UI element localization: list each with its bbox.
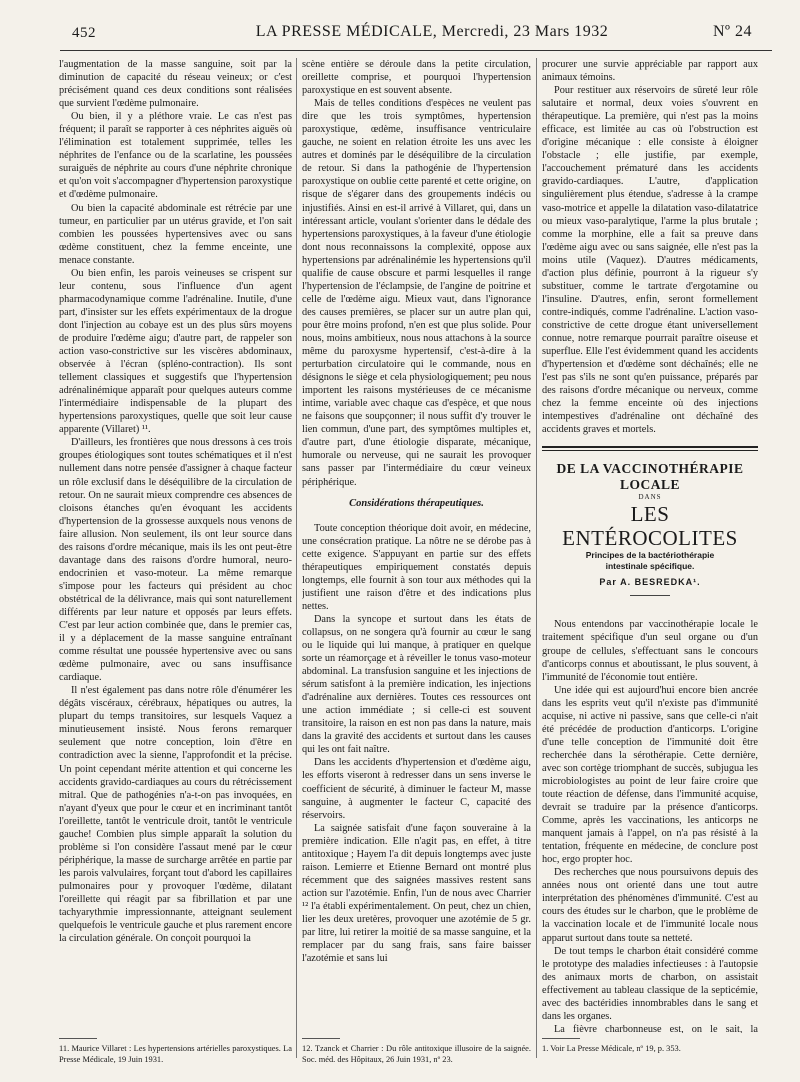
paragraph: La saignée satisfait d'une façon souveraine à la première indication. Elle n'agit pas, en effet, à titre antitoxique ; Hayem l'a dit depuis longtemps avec juste raison. Lemierre et Etienne Bernard ont montré plus récemment que des saignées massives restent sans action sur l'azotémie. Enfin, l'un de nous avec Charrier ¹² l'a établi expérimentalement. On peut, chez un chien, lier les deux uretères, provoquer une azotémie de 5 gr. par litre, lui retirer la moitié de sa masse sanguine, et la remplacer par du sang frais, sans faire baisser l'azotémie et sans lui bbox=[302, 822, 531, 965]
header-rule bbox=[60, 50, 772, 51]
paragraph: Mais de telles conditions d'espèces ne veulent pas dire que les trois symptômes, hypertension paroxystique, œdème, insuffisance ventriculaire gauche, ne soient en relation étroite les uns avec les autres et dominés par le déséquilibre de la circulation de retour. Si dans la pathogénie de l'hypertension paroxystique on oublie cette parenté et cette origine, on risque de s'égarer dans des groupements indécis ou injustifiés. Ainsi en est-il arrivé à Villaret, qui, dans un intéressant article, voulant s'orienter dans le dédale des hypertensions paroxystiques, à la faveur d'une étiologie dont nous reconnaissons la complexité, oppose aux hypertensions par adrénalinémie les hypertensions qu'il qualifie de cause obscure et parmi lesquelles il range l'hypertension de l'éclampsie, de l'angine de poitrine et celle de l'œdème aigu. Mieux vaut, dans l'ignorance des causes premières, se placer sur un autre plan qui, pour être moins profond, n'en est que plus solide. Pour nous, moins ambitieux, nous nous attachons à la source même du paroxysme hypertensif, c'est-à-dire à la perturbation circulatoire qui le commande, nous en désignons le siège et cela physiologiquement; peu nous importent les raisons mystérieuses de ce mécanisme intime, variable avec chaque cas d'espèce, et que nous ne faisons que soupçonner; il nous suffit d'y trouver le lien commun, d'une part, des symptômes multiples et, d'autre part, d'une étiologie disparate, mécanique, humorale ou nerveuse, qui ne saurait les provoquer sans passer par l'intermédiaire du cœur veineux périphérique. bbox=[302, 98, 531, 488]
column-divider bbox=[536, 58, 537, 1058]
paragraph: procurer une survie appréciable par rapport aux animaux témoins. bbox=[542, 59, 758, 84]
page-header bbox=[72, 23, 752, 49]
paragraph: Ou bien la capacité abdominale est rétrécie par une tumeur, en particulier par un utérus gravide, et l'on sait combien les poussées hypertensives avec ou sans œdème constituent, chez la femme enceinte, une menace constante. bbox=[59, 202, 292, 266]
article-author: Par A. BESREDKA¹. bbox=[599, 577, 701, 588]
paragraph: Dans les accidents d'hypertension et d'œdème aigu, les efforts viseront à redresser dans un sens inverse le coefficient de sécurité, à diminuer le facteur M, masse sanguine, à augmenter le facteur C, capacité des réservoirs. bbox=[302, 757, 531, 821]
paragraph: D'ailleurs, les frontières que nous dressons à ces trois groupes étiologiques sont toutes schématiques et il n'est nullement dans notre pensée d'assigner à chaque facteur un rôle exclusif dans le déséquilibre de la circulation de retour. On ne saurait mieux comprendre ces absences de cloisons étanches qu'en évoquant les accidents d'hypertension de la grossesse auxquels nous venons de faire allusion. Non seulement, ils ont leur source dans des raisons d'ordre mécanique, mais ils les ont peut-être davantage dans des raisons d'ordre humoral, neuro-endocrinien et vaso-moteur. La même remarque s'impose pour les facteurs qui président au choc obstétrical de la délivrance, mais qui sont naturellement différents par leur nature et opposés par leurs effets. C'est par leur action combinée que, dans le premier cas, il y a déplacement de la masse sanguine entraînant comme résultat une poussée hypertensive avec ou sans œdème pulmonaire, avec ou sans insuffisance cardiaque. bbox=[59, 437, 292, 684]
article-subject: LES ENTÉROCOLITES bbox=[562, 502, 738, 551]
article-separator bbox=[630, 595, 670, 596]
article-subtitle-line2: intestinale spécifique. bbox=[605, 561, 695, 572]
paragraph: Des recherches que nous poursuivons depuis des années nous ont orienté dans une tout autre interprétation des phénomènes d'immunité. C'est au cours des études sur le charbon, que le problème de la vaccination locale et de l'immunité locale nous apparut surtout dans toute sa netteté. bbox=[542, 867, 758, 944]
footnote-1 bbox=[542, 1044, 758, 1055]
footnote-rule bbox=[542, 1038, 580, 1039]
article-dans: DANS bbox=[638, 493, 662, 502]
paragraph: Ou bien enfin, les parois veineuses se crispent sur leur contenu, sous l'influence d'un agent pharmacodynamique comme l'adrénaline. Inutile, d'une part, d'insister sur les effets expérimentaux de la drogue dont l'injection au cobaye est un des plus sûrs moyens de produire l'œdème aigu; d'autre part, de rappeler son action vaso-constrictive sur les viscères abdominaux, observée à l'écran (spléno-contraction). Ils sont tellement classiques et suggestifs que l'hypertension adrénalinémique apparaît pour quelques auteurs comme l'intermédiaire indispensable de la plupart des hypertensions paroxystiques, quelle que soit leur cause apparente (Villaret) ¹¹. bbox=[59, 267, 292, 436]
column-2 bbox=[302, 58, 531, 1033]
paragraph: Il n'est également pas dans notre rôle d'énumérer les dégâts viscéraux, cérébraux, hépatiques ou autres, la plupart du temps transitoires, sur lesquels Vaquez a minutieusement insisté. Nous ferons remarquer seulement que notre conception, loin d'être en contradiction avec la sienne, l'approfondit et la précise. Un point cependant mérite attention et qui concerne les accidents gravido-cardiaques au cours du rétrécissement mitral. Que de pathogénies n'a-t-on pas invoquées, en n'ayant d'yeux que pour le cœur et en incriminant tantôt l'oreillette, tantôt le ventricule droit, tantôt le ventricule gauche! Combien plus simple apparaît la solution du problème si l'on considère l'assaut mené par le cœur périphérique, la masse de surcharge arrêtée en partie par les parois valvulaires, forçant tout d'abord les capillaires pulmonaires pour y provoquer l'œdème, dilatant l'oreillette qui réagit par sa fibrillation et par une tachyarythmie impressionnante, atteignant seulement quelquefois le ventricule gauche et plus rarement encore la circulation générale. On conçoit pourquoi la bbox=[59, 685, 292, 945]
footnote-12 bbox=[302, 1044, 531, 1065]
page-number: 452 bbox=[72, 25, 96, 41]
paragraph: l'augmentation de la masse sanguine, soit par la diminution de capacité du réseau veineux; or c'est précisément quand ces deux conditions sont réalisées que survient l'œdème pulmonaire. bbox=[59, 59, 292, 110]
paragraph: Pour restituer aux réservoirs de sûreté leur rôle salutaire et normal, deux voies s'ouvrent en thérapeutique. La première, qui n'est pas la moins efficace, est limitée au cas où l'obstruction est d'origine mécanique : elle consiste à éloigner l'obstacle ; elle justifie, par exemple, l'accouchement prématuré dans les accidents gravido-cardiaques. L'autre, d'application singulièrement plus étendue, s'adresse à la crampe vaso-motrice et appelle la dilatation vaso-dilatatrice ou mieux vaso-paralytique, l'arme la plus brutale ; comme la morphine, elle a fait sa preuve dans l'œdème aigu avec ou sans saignée, elle n'est pas la moins utile (Vaquez). D'autres médicaments, d'action plus définie, pourront à la rigueur s'y substituer, comme le tartrate d'ergotamine ou l'insuline. D'autres, enfin, seront formellement contre-indiqués, comme l'adrénaline. L'action vaso-constrictive de cette drogue étant universellement connue, notre remarque pourrait paraître oiseuse et superflue. Elle l'est évidemment quand les accidents d'hypertension et d'œdème sont déchaînés; elle ne l'est pas s'ils ne sont qu'en puissance, préparés par des raisons d'ordre mécanique ou nerveux, comme chez la femme enceinte où des injections intempestives d'adrénaline ont déchaîné des accidents graves et mortels. bbox=[542, 85, 758, 436]
article-subtitle-line1: Principes de la bactériothérapie bbox=[585, 550, 715, 561]
article-rule bbox=[542, 450, 758, 451]
paragraph: De tout temps le charbon était considéré comme le prototype des maladies infectieuses : à l'autopsie des animaux morts de charbon, on assistait effectivement au tableau classique de la septicémie, avec des bactéridies innombrables dans le sang et dans les organes. bbox=[542, 945, 758, 1022]
footnote-text: 12. Tzanck et Charrier : Du rôle antitoxique illusoire de la saignée. Soc. méd. des Hôpitaux, 26 Juin 1931, nº 23. bbox=[302, 1044, 531, 1064]
paragraph: Nous entendons par vaccinothérapie locale le traitement spécifique d'un seul organe ou d'un groupe de cellules, s'effectuant sans le concours d'anticorps connus et aboutissant, le plus souvent, à l'immunité de l'économie tout entière. bbox=[542, 619, 758, 683]
paragraph: Ou bien, il y a pléthore vraie. Le cas n'est pas fréquent; il paraît se rapporter à ces néphrites aiguës où l'élimination est totalement supprimée, telles les néphrites de l'enfance ou de la scarlatine, les poussées suraiguës de néphrite au cours d'une néphrite chronique et qu'on voit s'accompagner d'hypertension paroxystique et d'œdème pulmonaire. bbox=[59, 111, 292, 201]
journal-title: LA PRESSE MÉDICALE, Mercredi, 23 Mars 1932 bbox=[255, 23, 609, 40]
paragraph: Dans la syncope et surtout dans les états de collapsus, on ne songera qu'à fournir au cœur le sang ou le liquide qui lui manque, à pratiquer en quelque sorte un réamorçage et à réveiller le tonus vaso-moteur abdominal. La transfusion sanguine et les injections de sérum satisfont à la première indication, les injections d'adrénaline aux dernières. Toutes ces ressources ont une action immédiate ; si celle-ci est souvent transitoire, la raison en est non pas dans la nature, mais dans la gravité des accidents et surtout dans les causes qui les ont fait naître. bbox=[302, 613, 531, 756]
column-3 bbox=[542, 58, 758, 1033]
article-rule bbox=[542, 446, 758, 448]
footnote-rule bbox=[302, 1038, 340, 1039]
section-heading: Considérations thérapeutiques. bbox=[349, 497, 484, 509]
paragraph: Une idée qui est aujourd'hui encore bien ancrée dans les esprits veut qu'il n'existe pas d'immunité acquise, ni active ni passive, sans que celle-ci n'ait été précédée de production d'anticorps. L'origine d'une telle conception de l'immunité doit être recherchée dans la sérothérapie. Cette dernière, avec son cortège triomphant de succès, subjugua les microbiologistes au point de leur faire croire que toute réaction de défense, dans l'immunité acquise, devrait se traduire par la présence d'anticorps. Comme, après les vaccinations, les anticorps ne manquent jamais à l'appel, on n'a pas résisté à la tentation, fréquente en médecine, de conclure post hoc, ergo propter hoc. bbox=[542, 684, 758, 866]
column-1 bbox=[59, 58, 292, 1033]
issue-number: Nº 24 bbox=[712, 23, 752, 40]
article-title: DE LA VACCINOTHÉRAPIE LOCALE bbox=[556, 461, 744, 493]
paragraph: Toute conception théorique doit avoir, en médecine, une consécration pratique. La nôtre ne se dérobe pas à cette exigence. S'appuyant en partie sur des effets thérapeutiques empiriquement constatés depuis longtemps, elle fournit à son tour aux méthodes qui la justifient une raison d'être et des indications plus nettes. bbox=[302, 522, 531, 612]
footnote-rule bbox=[59, 1038, 97, 1039]
column-divider bbox=[296, 58, 297, 1058]
paragraph: scène entière se déroule dans la petite circulation, oreillette comprise, et pourquoi l'hypertension paroxystique en est souvent absente. bbox=[302, 59, 531, 97]
footnote-11 bbox=[59, 1044, 292, 1065]
footnote-text: 11. Maurice Villaret : Les hypertensions artérielles paroxystiques. La Presse Médicale, 19 Juin 1931. bbox=[59, 1044, 292, 1064]
footnote-text: 1. Voir La Presse Médicale, nº 19, p. 353. bbox=[542, 1044, 681, 1053]
paragraph: La fièvre charbonneuse est, on le sait, la bbox=[554, 1023, 758, 1033]
